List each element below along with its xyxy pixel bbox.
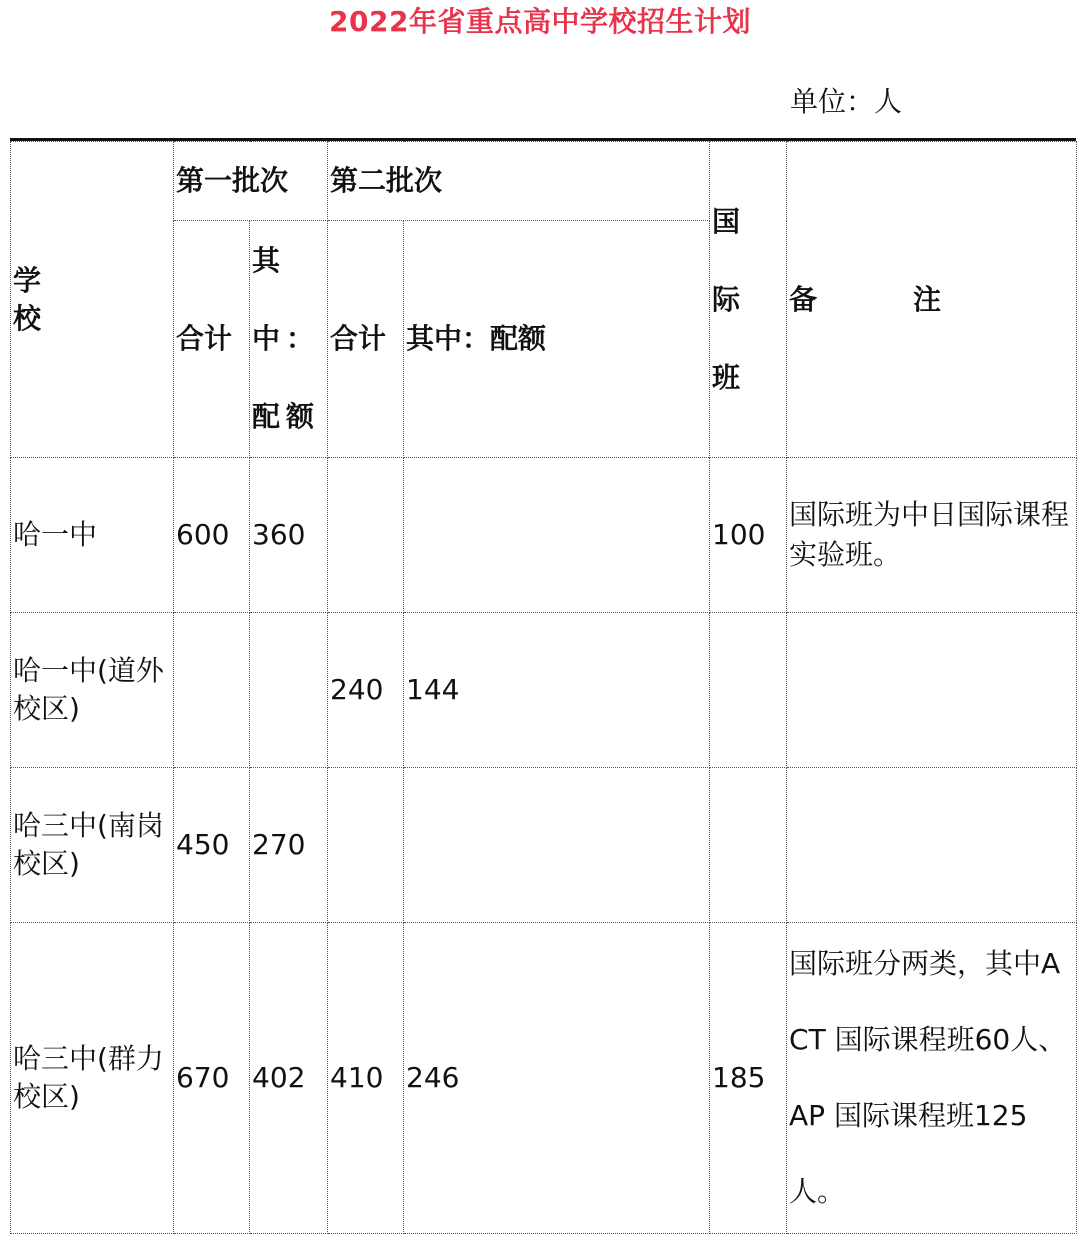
intl-count: 100 [710, 458, 787, 613]
table-row [11, 923, 1077, 1234]
b1-quota: 270 [250, 768, 328, 923]
intl-count [710, 768, 787, 923]
b1-quota [250, 613, 328, 768]
remark [787, 613, 1077, 768]
remark: 国际班分两类，其中ACT 国际课程班60人、AP 国际课程班125人。 [787, 923, 1077, 1234]
header-batch1: 第一批次 [174, 142, 328, 221]
header-remark [787, 142, 1077, 458]
school-name: 哈一中(道外校区) [11, 613, 174, 768]
table-row [11, 768, 1077, 923]
b1-quota: 402 [250, 923, 328, 1234]
header-batch2: 第二批次 [328, 142, 710, 221]
header-intl [710, 142, 787, 458]
enrollment-plan-table [10, 141, 1077, 1234]
b1-total [174, 613, 250, 768]
school-name: 哈一中 [11, 458, 174, 613]
header-b1-quota [250, 221, 328, 458]
header-b2-quota: 其中：配额 [404, 221, 710, 458]
table-row [11, 613, 1077, 768]
header-school [11, 142, 174, 458]
remark: 国际班为中日国际课程实验班。 [787, 458, 1077, 613]
remark [787, 768, 1077, 923]
b2-quota: 246 [404, 923, 710, 1234]
header-school-label: 学 校 [13, 263, 138, 335]
header-remark-label: 备 注 [789, 282, 976, 316]
b1-total: 450 [174, 768, 250, 923]
table-row [11, 458, 1077, 613]
b2-quota [404, 768, 710, 923]
intl-count: 185 [710, 923, 787, 1234]
b1-total: 600 [174, 458, 250, 613]
header-b1-quota-label: 其中：配额 [252, 244, 321, 433]
header-intl-label: 国际班 [712, 204, 751, 394]
b2-total [328, 768, 404, 923]
b1-quota: 360 [250, 458, 328, 613]
b2-total [328, 458, 404, 613]
header-b2-total: 合计 [328, 221, 404, 458]
school-name: 哈三中(群力校区) [11, 923, 174, 1234]
b2-total: 240 [328, 613, 404, 768]
school-name: 哈三中(南岗校区) [11, 768, 174, 923]
b2-quota [404, 458, 710, 613]
b1-total: 670 [174, 923, 250, 1234]
intl-count [710, 613, 787, 768]
unit-label: 单位：人 [790, 85, 903, 118]
b2-quota: 144 [404, 613, 710, 768]
page-title: 2022年省重点高中学校招生计划 [329, 5, 751, 38]
header-b1-total: 合计 [174, 221, 250, 458]
b2-total: 410 [328, 923, 404, 1234]
